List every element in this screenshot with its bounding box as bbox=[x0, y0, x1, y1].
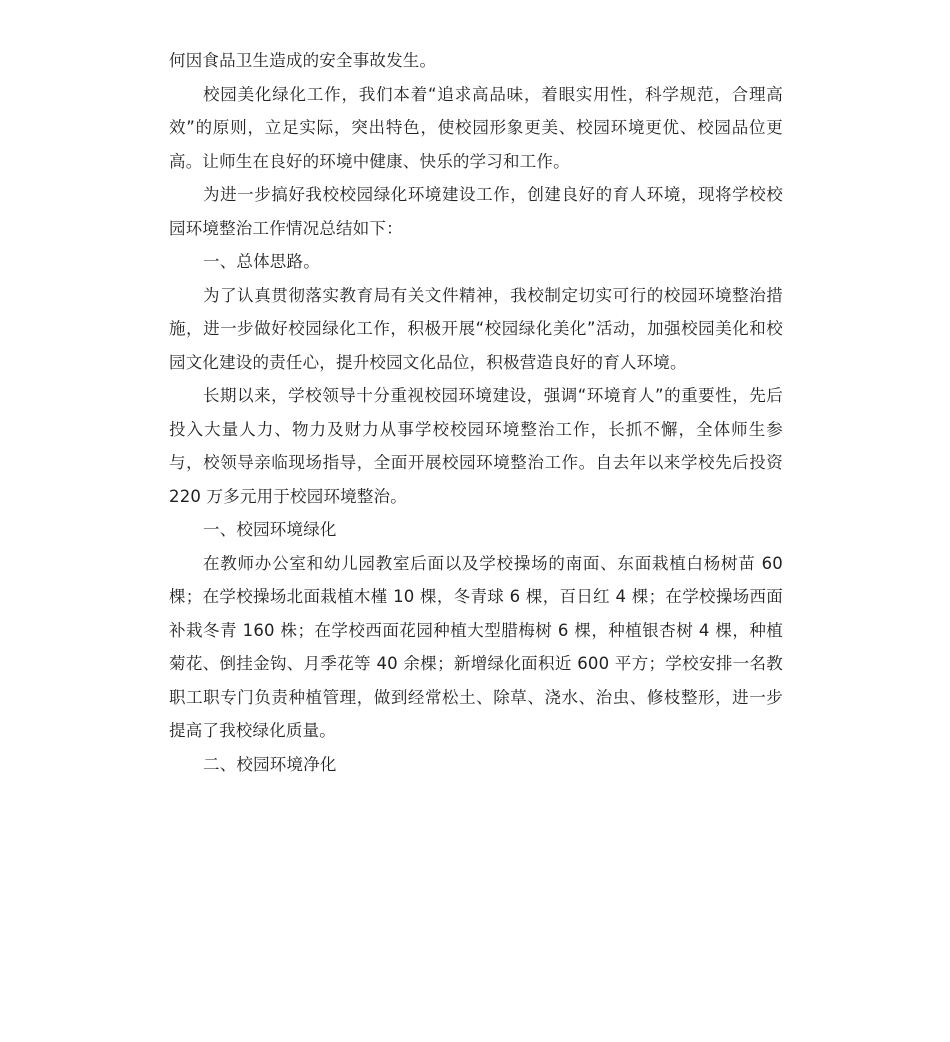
paragraph-greening-details: 在教师办公室和幼儿园教室后面以及学校操场的南面、东面栽植白杨树苗 60棵；在学校操场北面栽植木槿 10 棵，冬青球 6 棵，百日红 4 棵；在学校操场西面补栽冬青 160 株；在学校西面花园种植大型腊梅树 6 棵，种植银杏树 4 棵，种植菊花、倒挂金钩、月季花等 40 余棵；新增绿化面积近 600 平方；学校安排一名教职工职专门负责种植管理，做到经常松土、除草、浇水、治虫、修枝整形，进一步提高了我校绿化质量。 bbox=[169, 553, 783, 740]
heading-campus-greening: 一、校园环境绿化 bbox=[203, 520, 337, 539]
paragraph-leadership-investment: 长期以来，学校领导十分重视校园环境建设，强调“环境育人”的重要性，先后投入大量人力、物力及财力从事学校校园环境整治工作，长抓不懈，全体师生参与，校领导亲临现场指导，全面开展校园环境整治工作。自去年以来学校先后投资 220 万多元用于校园环境整治。 bbox=[169, 386, 783, 506]
paragraph-intro-fragment: 何因食品卫生造成的安全事故发生。 bbox=[169, 51, 437, 70]
paragraph-beautification-principle: 校园美化绿化工作，我们本着“追求高品味，着眼实用性，科学规范，合理高效”的原则，立足实际，突出特色，使校园形象更美、校园环境更优、校园品位更高。让师生在良好的环境中健康、快乐的学习和工作。 bbox=[169, 84, 783, 171]
paragraph-implementation: 为了认真贯彻落实教育局有关文件精神，我校制定切实可行的校园环境整治措施，进一步做好校园绿化工作，积极开展“校园绿化美化”活动，加强校园美化和校园文化建设的责任心，提升校园文化品位，积极营造良好的育人环境。 bbox=[169, 285, 783, 372]
heading-campus-cleaning: 二、校园环境净化 bbox=[203, 754, 337, 774]
paragraph-summary-intro: 为进一步搞好我校校园绿化环境建设工作，创建良好的育人环境，现将学校校园环境整治工作情况总结如下： bbox=[169, 185, 783, 238]
heading-overall-approach: 一、总体思路。 bbox=[203, 252, 320, 271]
document-body bbox=[169, 44, 783, 781]
